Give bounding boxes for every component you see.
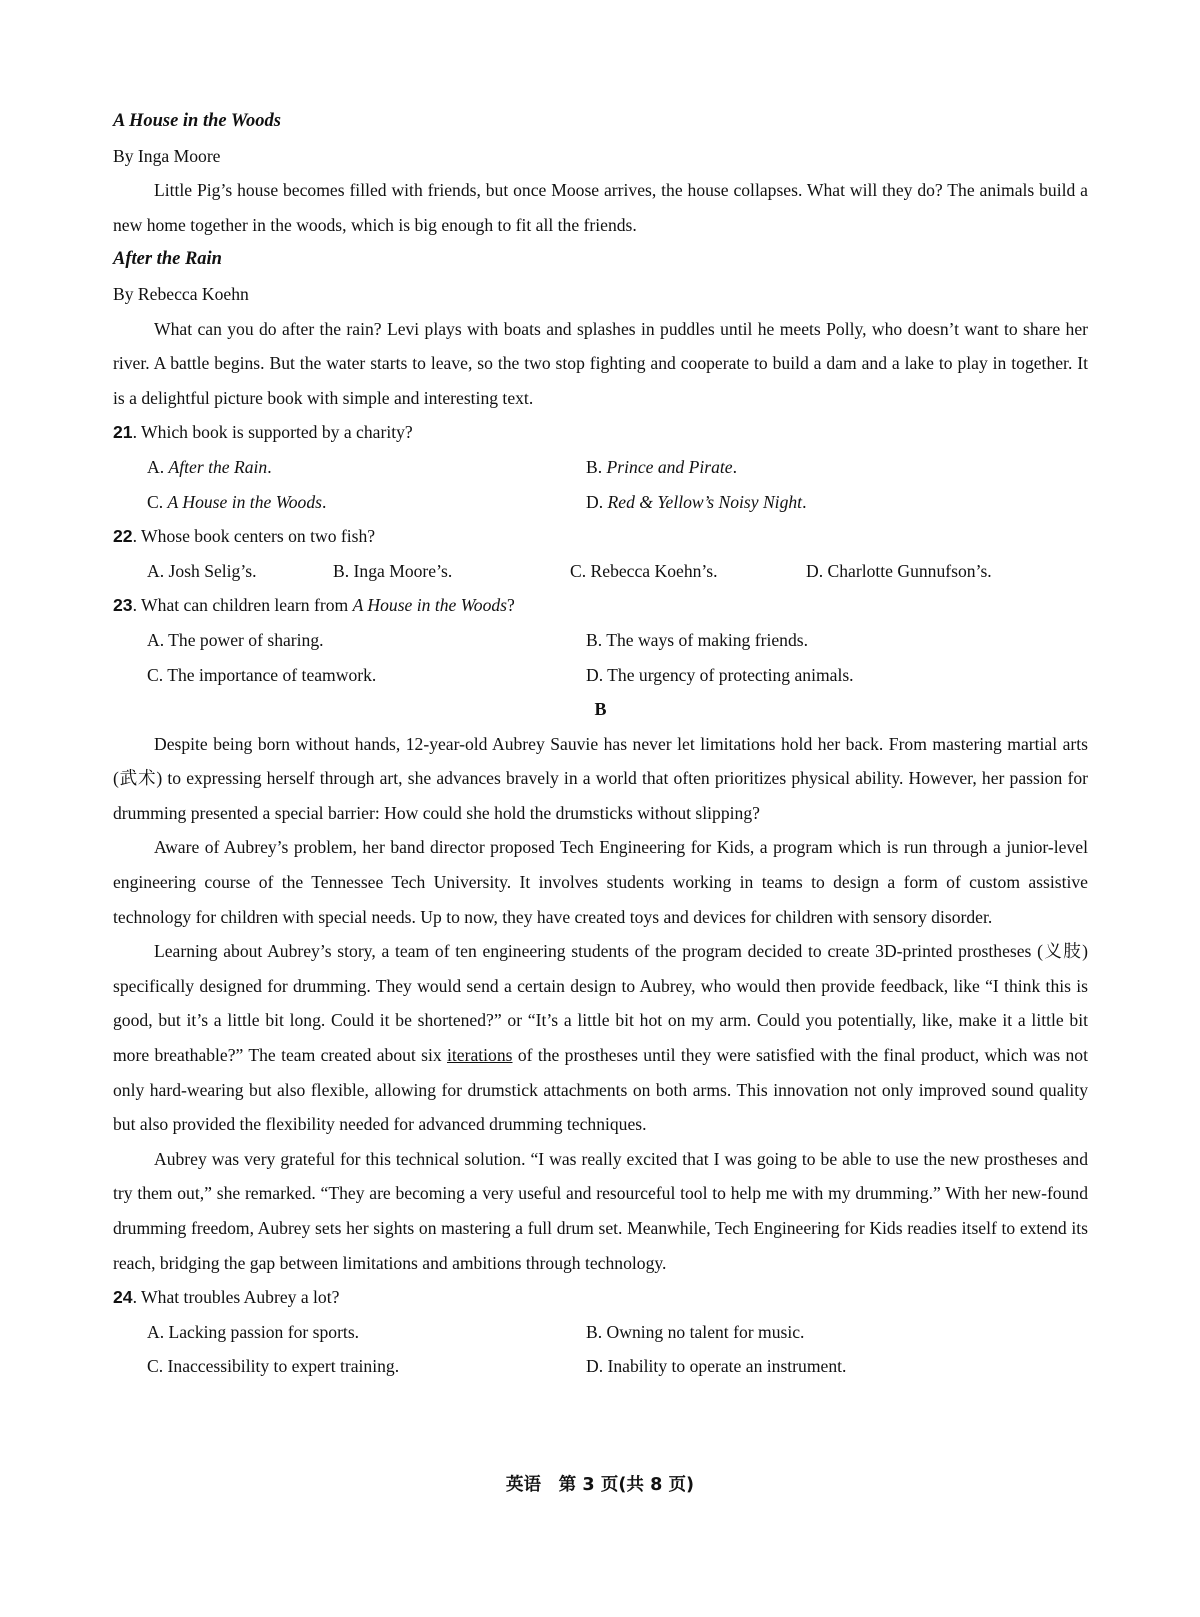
option-d[interactable]: D. The urgency of protecting animals.	[586, 664, 854, 685]
question-stem: . Whose book centers on two fish?	[132, 526, 376, 547]
passage-paragraph: Aubrey was very grateful for this technical solution. “I was really excited that I was going to be able to use the new prostheses and try them out,” she remarked. “They are becoming a very useful and resourceful tool to help me with my drumming.” With her new-found drumming freedom, Aubrey sets her sights on mastering a full drum set. Meanwhile, Tech Engineering for Kids readies itself to extend its reach, bridging the gap between limitations and ambitions through technology.	[113, 1148, 1088, 1273]
book-author: By Inga Moore	[113, 145, 221, 166]
underlined-word: iterations	[447, 1045, 513, 1066]
options-row	[113, 1315, 1088, 1350]
book-author: By Rebecca Koehn	[113, 283, 249, 304]
option-a[interactable]: A. The power of sharing.	[147, 629, 324, 650]
question-stem: . What troubles Aubrey a lot?	[132, 1287, 340, 1308]
options-row	[113, 658, 1088, 693]
question-stem: . Which book is supported by a charity?	[132, 422, 413, 443]
option-b[interactable]: B. The ways of making friends.	[586, 629, 809, 650]
section-heading: B	[594, 699, 607, 720]
option-b[interactable]: B. Owning no talent for music.	[586, 1321, 805, 1342]
option-a[interactable]: A. Josh Selig’s.	[147, 560, 257, 581]
question-24	[113, 1280, 1088, 1315]
question-number: 24	[113, 1287, 133, 1308]
option-b[interactable]: B. Inga Moore’s.	[333, 560, 453, 581]
question-23	[113, 588, 1088, 623]
question-21	[113, 415, 1088, 450]
options-row	[113, 554, 1088, 589]
page-footer: 英语 第 3 页(共 8 页)	[505, 1475, 695, 1495]
question-22	[113, 519, 1088, 554]
option-d[interactable]: D. Charlotte Gunnufson’s.	[806, 560, 992, 581]
options-row	[113, 485, 1088, 520]
book-description: What can you do after the rain? Levi plays with boats and splashes in puddles until he meets Polly, who doesn’t want to share her river. A battle begins. But the water starts to leave, so the two stop fighting and cooperate to build a dam and a lake to play in together. It is a delightful picture book with simple and interesting text.	[113, 318, 1088, 408]
option-a[interactable]: A. Lacking passion for sports.	[147, 1321, 360, 1342]
options-row	[113, 1349, 1088, 1384]
exam-page	[113, 104, 1088, 1384]
question-stem: . What can children learn from A House in the Woods?	[132, 595, 515, 616]
option-d[interactable]: D. Red & Yellow’s Noisy Night.	[586, 491, 807, 512]
passage-paragraph: Learning about Aubrey’s story, a team of ten engineering students of the program decided to create 3D-printed prostheses (义肢) specifically designed for drumming. They would send a certain design to Aubrey, who would then provide feedback, like “I think this is good, but it’s a little bit long. Could it be shortened?” or “It’s a little bit hot on my arm. Could you potentially, like, make it a little bit more breathable?” The team created about six iterations of the prostheses until they were satisfied with the final product, which was not only hard-wearing but also flexible, allowing for drumstick attachments on both arms. This innovation not only improved sound quality but also provided the flexibility needed for advanced drumming techniques.	[113, 941, 1088, 1135]
option-c[interactable]: C. A House in the Woods.	[147, 491, 327, 512]
option-c[interactable]: C. Inaccessibility to expert training.	[147, 1356, 400, 1377]
book-title: After the Rain	[113, 249, 222, 270]
options-row	[113, 623, 1088, 658]
passage-paragraph: Aware of Aubrey’s problem, her band director proposed Tech Engineering for Kids, a program which is run through a junior-level engineering course of the Tennessee Tech University. It involves students working in teams to design a form of custom assistive technology for children with special needs. Up to now, they have created toys and devices for children with sensory disorder.	[113, 837, 1088, 927]
option-d[interactable]: D. Inability to operate an instrument.	[586, 1356, 847, 1377]
option-a[interactable]: A. After the Rain.	[147, 456, 272, 477]
question-number: 23	[113, 595, 133, 616]
question-number: 22	[113, 526, 133, 547]
book-title: A House in the Woods	[113, 111, 281, 131]
option-c[interactable]: C. Rebecca Koehn’s.	[570, 560, 718, 581]
question-number: 21	[113, 422, 133, 443]
passage-paragraph: Despite being born without hands, 12-year-old Aubrey Sauvie has never let limitations hold her back. From mastering martial arts (武术) to expressing herself through art, she advances bravely in a world that often prioritizes physical ability. However, her passion for drumming presented a special barrier: How could she hold the drumsticks without slipping?	[113, 733, 1088, 823]
option-b[interactable]: B. Prince and Pirate.	[586, 456, 738, 477]
options-row	[113, 450, 1088, 485]
book-description: Little Pig’s house becomes filled with friends, but once Moose arrives, the house collapses. What will they do? The animals build a new home together in the woods, which is big enough to fit all the friends.	[113, 180, 1088, 235]
option-c[interactable]: C. The importance of teamwork.	[147, 664, 377, 685]
